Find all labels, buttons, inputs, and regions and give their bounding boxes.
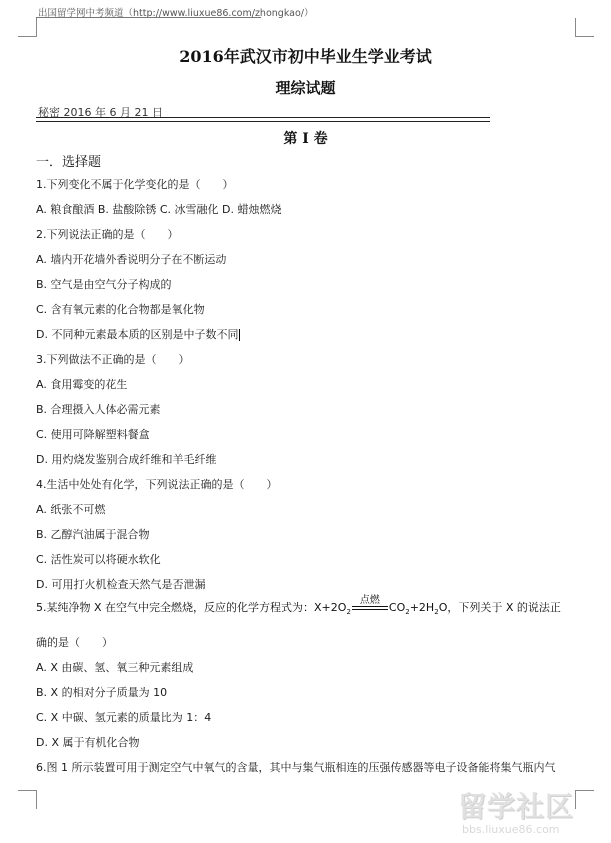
reaction-condition: 点燃: [359, 595, 380, 606]
crop-mark-top-right: [575, 18, 594, 37]
product-water-o: O: [438, 601, 448, 614]
watermark-logo: [458, 785, 608, 841]
equals-bar: [352, 606, 388, 610]
co2-subscript: 2: [405, 608, 410, 617]
q4-option-d: D. 可用打火机检查天然气是否泄漏: [36, 578, 206, 591]
h2-subscript: 2: [434, 608, 439, 617]
q5-stem-suffix: ，下列关于 X 的说法正: [447, 601, 561, 614]
q4-option-c: C. 活性炭可以将硬水软化: [36, 553, 161, 566]
q1-options: A. 粮食酿酒 B. 盐酸除锈 C. 冰雪融化 D. 蜡烛燃烧: [36, 203, 282, 216]
text-cursor: [239, 329, 240, 341]
q5-option-b: B. X 的相对分子质量为 10: [36, 686, 168, 699]
watermark-url: bbs.liuxue86.com: [462, 823, 560, 836]
secret-date-line: 秘密 2016 年 6 月 21 日: [38, 106, 163, 119]
q4-option-b: B. 乙醇汽油属于混合物: [36, 528, 150, 541]
q5-stem-continued: 确的是（ ）: [36, 636, 113, 649]
q5-stem-equation: [36, 595, 561, 617]
q6-stem: 6.图 1 所示装置可用于测定空气中氧气的含量，其中与集气瓶相连的压强传感器等电子设备能将集气瓶内气: [36, 761, 556, 774]
q3-stem: 3.下列做法不正确的是（ ）: [36, 353, 190, 366]
product-co: CO: [388, 601, 406, 614]
q5-option-c: C. X 中碳、氢元素的质量比为 1：4: [36, 711, 212, 724]
watermark-text: 留学社区: [458, 790, 575, 823]
q2-option-b: B. 空气是由空气分子构成的: [36, 278, 172, 291]
q5-option-d: D. X 属于有机化合物: [36, 736, 140, 749]
q1-stem: 1.下列变化不属于化学变化的是（ ）: [36, 178, 234, 191]
reaction-arrow: [352, 595, 388, 613]
volume-heading: 第 I 卷: [283, 131, 328, 147]
double-rule: [36, 117, 490, 122]
q2-stem: 2.下列说法正确的是（ ）: [36, 228, 179, 241]
o2-subscript: 2: [346, 608, 351, 617]
header-rule: [36, 17, 261, 18]
q3-option-d: D. 用灼烧发鉴别合成纤维和羊毛纤维: [36, 453, 217, 466]
q5-stem-prefix: 5.某纯净物 X 在空气中完全燃烧，反应的化学方程式为：X+2O: [36, 601, 347, 614]
crop-mark-bottom-left: [18, 790, 37, 809]
header-site-link[interactable]: 出国留学网中考频道（http://www.liuxue86.com/zhongkao/）: [38, 8, 314, 19]
q2-option-d: D. 不同种元素最本质的区别是中子数不同: [36, 328, 239, 341]
section-heading: 一．选择题: [36, 155, 102, 170]
crop-mark-top-left: [18, 18, 37, 37]
exam-subtitle: 理综试题: [275, 79, 336, 97]
q5-option-a: A. X 由碳、氢、氧三种元素组成: [36, 661, 194, 674]
q4-stem: 4.生活中处处有化学，下列说法正确的是（ ）: [36, 478, 278, 491]
product-water-prefix: +2H: [409, 601, 435, 614]
exam-title: 2016年武汉市初中毕业生学业考试: [179, 47, 432, 66]
q2-option-d-line: [36, 326, 240, 342]
q2-option-a: A. 墙内开花墙外香说明分子在不断运动: [36, 253, 227, 266]
q4-option-a: A. 纸张不可燃: [36, 503, 106, 516]
q3-option-a: A. 食用霉变的花生: [36, 378, 128, 391]
q2-option-c: C. 含有氧元素的化合物都是氧化物: [36, 303, 205, 316]
q3-option-b: B. 合理摄入人体必需元素: [36, 403, 161, 416]
q3-option-c: C. 使用可降解塑料餐盒: [36, 428, 150, 441]
